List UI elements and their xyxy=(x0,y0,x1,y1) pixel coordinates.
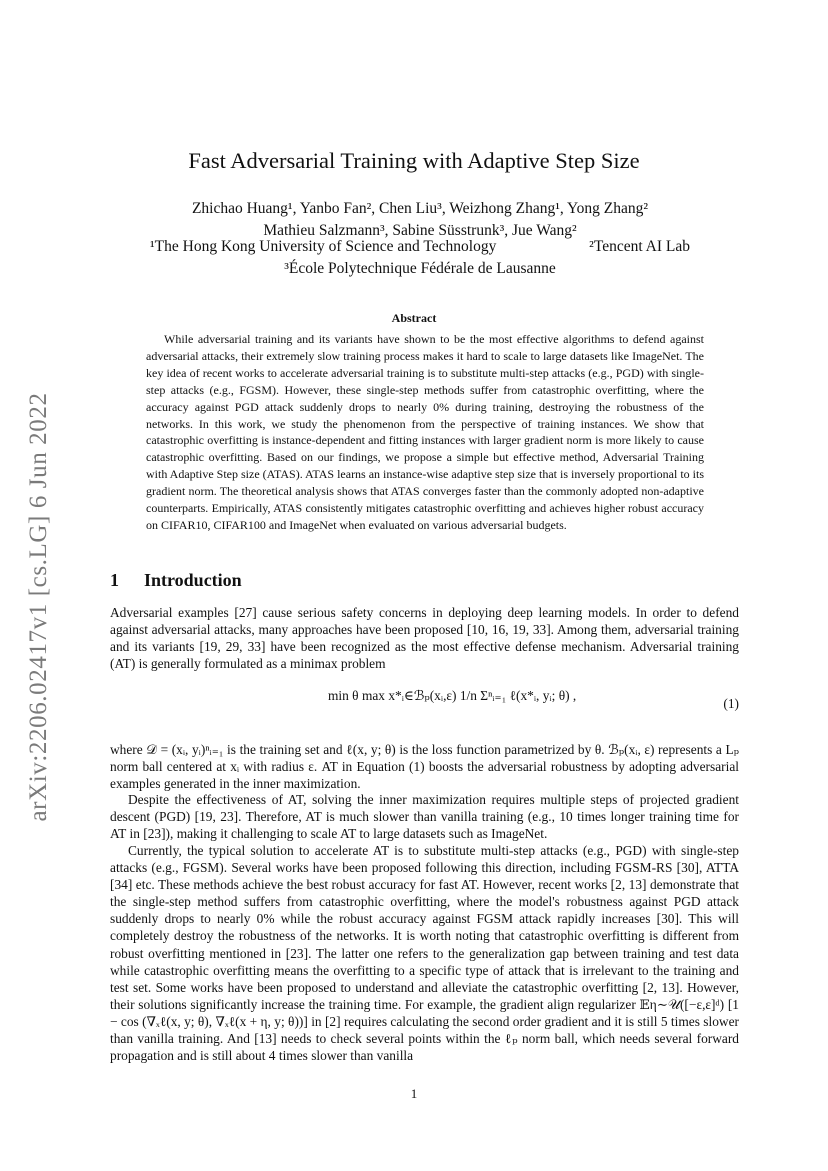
equation-body: min θ max x*ᵢ∈ℬₚ(xᵢ,ε) 1/n Σⁿᵢ₌₁ ℓ(x*ᵢ, yᵢ; θ) , xyxy=(328,688,577,703)
intro-paragraph-3: Despite the effectiveness of AT, solving the inner maximization requires multiple steps of projected gradient descent (PGD) [19, 23]. Therefore, AT is much slower than vanilla training (e.g., 10 times longer training time for AT in [23]), making it challenging to scale AT to large datasets such as ImageNet. xyxy=(110,792,739,842)
authors-line-2: Mathieu Salzmann³, Sabine Süsstrunk³, Jue Wang² xyxy=(263,222,577,239)
section-title: Introduction xyxy=(144,570,242,590)
equation-number: (1) xyxy=(723,696,739,711)
intro-paragraph-2: where 𝒟 = (xᵢ, yᵢ)ⁿᵢ₌₁ is the training set and ℓ(x, y; θ) is the loss function parametrized by θ. ℬₚ(xᵢ, ε) represents a Lₚ norm ball centered at xᵢ with radius ε. AT in Equation (1) boosts the adversarial robustness by adopting adversarial examples generated in the inner maximization. xyxy=(110,742,739,792)
intro-paragraph-4: Currently, the typical solution to accelerate AT is to substitute multi-step attacks (e.g., PGD) with single-step attacks (e.g., FGSM). Several works have been proposed following this direction, including FGSM-RS [30], ATTA [34] etc. These methods achieve the best robust accuracy for fast AT. However, recent works [2, 13] demonstrate that the single-step method suffers from catastrophic overfitting, where the model's robustness against PGD attack suddenly drops to nearly 0% while the robust accuracy against FGSM attack rapidly increases [30]. This will completely destroy the robustness of the networks. It is worth noting that catastrophic overfitting is different from robust overfitting mentioned in [23]. The latter one refers to the generalization gap between training and test data while catastrophic overfitting means the overfitting to a specific type of attack that is irrelevant to the training and test set. Some works have been proposed to understand and alleviate the catastrophic overfitting [2, 13]. However, their solutions significantly increase the training time. For example, the gradient align regularizer 𝔼η∼𝒰([−ε,ε]ᵈ) [1 − cos (∇ₓℓ(x, y; θ), ∇ₓℓ(x + η, y; θ))] in [2] requires calculating the second order gradient and it is still 5 times slower than vanilla training. And [13] needs to check several points within the ℓₚ norm ball, which needs several forward propagation and is still about 4 times slower than vanilla xyxy=(110,843,739,1064)
equation-1 xyxy=(110,688,739,724)
authors-line-1: Zhichao Huang¹, Yanbo Fan², Chen Liu³, Weizhong Zhang¹, Yong Zhang² xyxy=(191,200,649,217)
affiliations xyxy=(150,236,690,280)
intro-paragraph-1: Adversarial examples [27] cause serious safety concerns in deploying deep learning models. In order to defend against adversarial attacks, many approaches have been proposed [10, 16, 19, 33]. Among them, adversarial training and its variants [19, 29, 33] have been recognized as the most effective defense mechanism. Adversarial training (AT) is generally formulated as a minimax problem xyxy=(110,605,739,672)
arxiv-identifier-stamp xyxy=(21,376,57,838)
paper-title: Fast Adversarial Training with Adaptive Step Size xyxy=(188,148,640,173)
section-number: 1 xyxy=(110,570,119,590)
affiliation-3: ³École Polytechnique Fédérale de Lausanne xyxy=(284,260,556,277)
affiliation-1: ¹The Hong Kong University of Science and Technology xyxy=(150,238,497,255)
arxiv-id-text: arXiv:2206.02417v1 [cs.LG] 6 Jun 2022 xyxy=(25,392,52,822)
page-number: 1 xyxy=(410,1086,418,1101)
abstract-heading: Abstract xyxy=(391,311,437,325)
abstract-text: While adversarial training and its variants have shown to be the most effective algorithms to defend against adversarial attacks, their extremely slow training process makes it hard to scale to large datasets like ImageNet. The key idea of recent works to accelerate adversarial training is to substitute multi-step attacks (e.g., PGD) with single-step attacks (e.g., FGSM). However, these single-step methods suffer from catastrophic overfitting, where the accuracy against PGD attack suddenly drops to nearly 0% during training, destroying the robustness of the networks. In this work, we study the phenomenon from the perspective of training instances. We show that catastrophic overfitting is instance-dependent and fitting instances with larger gradient norm is more likely to cause catastrophic overfitting. Based on our findings, we propose a simple but effective method, Adversarial Training with Adaptive Step size (ATAS). ATAS learns an instance-wise adaptive step size that is inversely proportional to its gradient norm. The theoretical analysis shows that ATAS converges faster than the commonly adopted non-adaptive counterparts. Empirically, ATAS consistently mitigates catastrophic overfitting and achieves higher robust accuracy on CIFAR10, CIFAR100 and ImageNet when evaluated on various adversarial budgets. xyxy=(146,332,704,532)
section-heading xyxy=(110,570,242,591)
affiliation-2: ²Tencent AI Lab xyxy=(589,238,690,255)
